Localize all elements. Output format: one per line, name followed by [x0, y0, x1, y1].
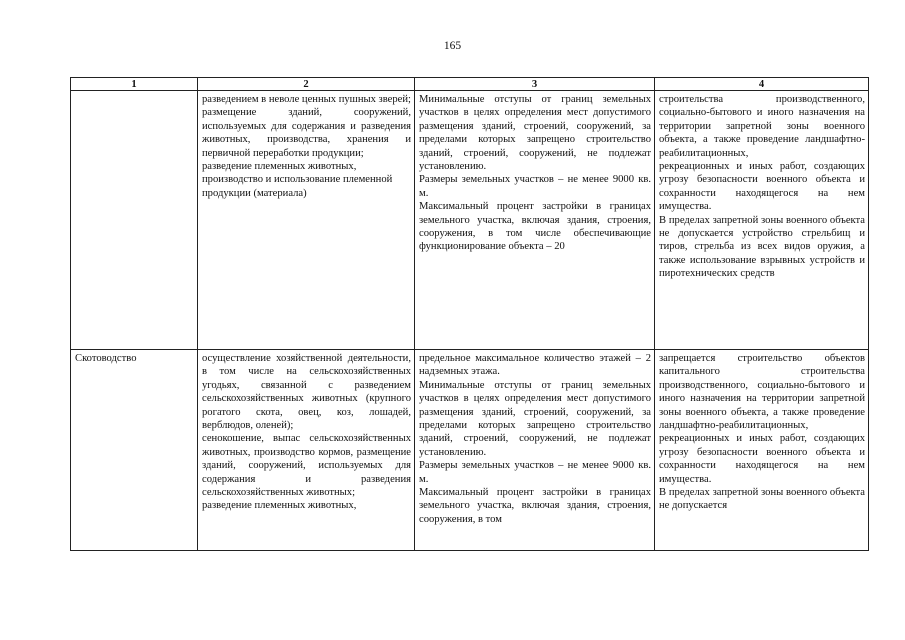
parameter-paragraph: Минимальные отступы от границ земельных участков в целях определения мест допустимого размещения зданий, строений, сооружений, за пределами которых запрещено строительство зданий, строений, сооружений, не подлежат установлению. — [419, 379, 651, 458]
restriction-paragraph: рекреационных и иных работ, создающих угрозу безопасности военного объекта и сохранности находящегося на нем имущества. — [659, 433, 865, 485]
use-type-cell — [71, 91, 198, 350]
page-number: 165 — [443, 40, 462, 52]
zoning-regulations-table — [70, 77, 869, 551]
column-header-4: 4 — [655, 78, 869, 91]
parameters-cell — [415, 91, 655, 350]
use-type-cell — [71, 350, 198, 551]
parameter-paragraph: предельное максимальное количество этажей – 2 надземных этажа. — [419, 353, 651, 378]
restrictions-cell — [655, 350, 869, 551]
parameter-paragraph: Размеры земельных участков – не менее 9000 кв. м. — [419, 174, 651, 199]
restriction-paragraph: строительства производственного, социально-бытового и иного назначения на территории запретной зоны военного объекта, а также проведение ландшафтно-реабилитационных, — [659, 94, 865, 159]
parameter-paragraph: Размеры земельных участков – не менее 9000 кв. м. — [419, 460, 651, 485]
table-header-row — [71, 78, 869, 91]
parameters-cell — [415, 350, 655, 551]
use-description-cell — [198, 350, 415, 551]
table-row — [71, 91, 869, 350]
parameter-paragraph: Максимальный процент застройки в границах земельного участка, включая здания, строения, сооружения, в том — [419, 487, 651, 525]
parameter-paragraph: Минимальные отступы от границ земельных участков в целях определения мест допустимого размещения зданий, строений, сооружений, за пределами которых запрещено строительство зданий, строений, сооружений, не подлежат установлению. — [419, 94, 651, 173]
restriction-paragraph: рекреационных и иных работ, создающих угрозу безопасности военного объекта и сохранности находящегося на нем имущества. — [659, 161, 865, 213]
restriction-paragraph: запрещается строительство объектов капитального строительства производственного, социально-бытового и иного назначения на территории запретной зоны военного объекта, а также проведение ландшафтно-реабилитационных, — [659, 353, 865, 432]
description-paragraph: разведение племенных животных, — [202, 500, 357, 512]
use-description-cell — [198, 91, 415, 350]
description-paragraph: размещение зданий, сооружений, используемых для содержания и разведения животных, производства, хранения и первичной переработки продукции; — [202, 107, 411, 159]
parameter-paragraph: Максимальный процент застройки в границах земельного участка, включая здания, строения, сооружения, в том числе обеспечивающие функционирование объекта – 20 — [419, 201, 651, 253]
column-header-2: 2 — [198, 78, 415, 91]
description-paragraph: сенокошение, выпас сельскохозяйственных животных, производство кормов, размещение зданий, сооружений, используемых для содержания и разведения сельскохозяйственных животных; — [202, 433, 411, 499]
column-header-1: 1 — [71, 78, 198, 91]
restrictions-cell — [655, 91, 869, 350]
description-paragraph: осуществление хозяйственной деятельности, в том числе на сельскохозяйственных угодьях, связанной с разведением сельскохозяйственных животных (крупного рогатого скота, овец, коз, лошадей, верблюдов, оленей); — [202, 353, 411, 432]
use-type-name: Скотоводство — [75, 353, 137, 364]
column-header-3: 3 — [415, 78, 655, 91]
restriction-paragraph: В пределах запретной зоны военного объекта не допускается устройство стрельбищ и тиров, стрельба из всех видов оружия, а также использование взрывных устройств и пиротехнических средств — [659, 214, 865, 280]
restriction-paragraph: В пределах запретной зоны военного объекта не допускается — [659, 487, 865, 512]
description-paragraph: разведение племенных животных, производство и использование племенной продукции (материала) — [202, 161, 393, 199]
table-row — [71, 350, 869, 551]
description-paragraph: разведением в неволе ценных пушных зверей; — [202, 94, 411, 105]
